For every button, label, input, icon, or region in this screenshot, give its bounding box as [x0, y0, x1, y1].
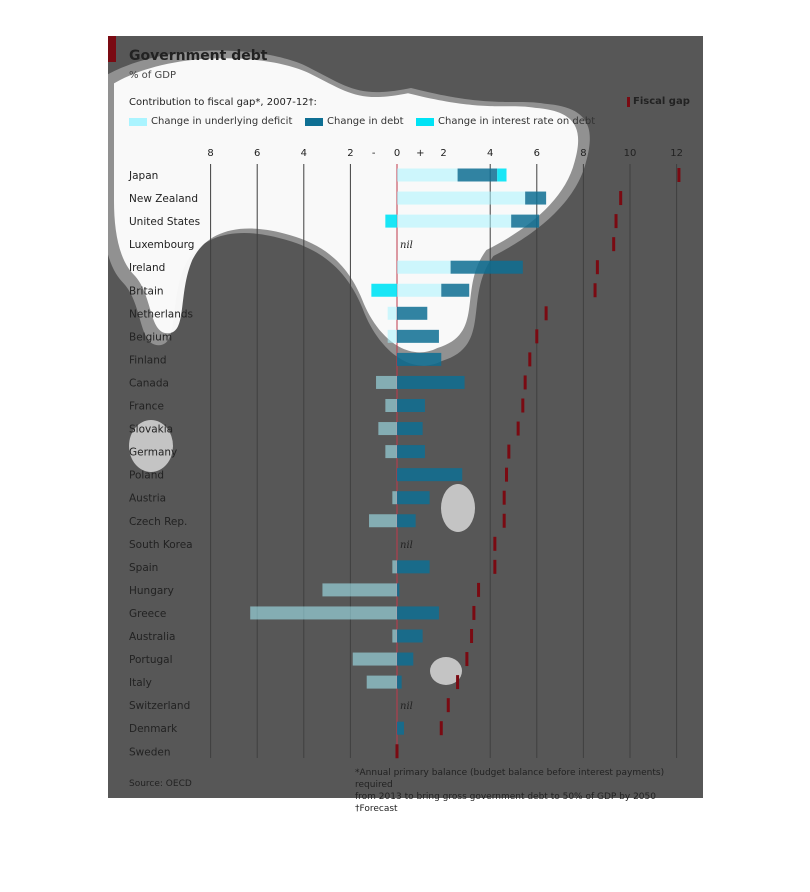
- chart-plot: [108, 36, 703, 798]
- bar-underlying-deficit: [353, 653, 397, 666]
- country-label: Canada: [129, 377, 169, 390]
- chart-subtitle: % of GDP: [129, 70, 176, 81]
- brand-tab: [108, 36, 116, 62]
- x-tick-label: 8: [580, 148, 587, 159]
- bar-underlying-deficit: [392, 630, 397, 643]
- bar-change-in-debt: [397, 422, 423, 435]
- fiscal-gap-marker: [596, 260, 599, 274]
- country-label: Portugal: [129, 654, 173, 667]
- country-label: Austria: [129, 492, 167, 505]
- bar-underlying-deficit: [397, 215, 511, 228]
- axis-plus-label: +: [416, 148, 425, 159]
- country-label: Spain: [129, 561, 159, 574]
- bar-change-in-debt: [397, 445, 425, 458]
- fiscal-gap-marker: [503, 514, 506, 528]
- country-label: Japan: [129, 170, 159, 182]
- country-label: Belgium: [129, 331, 173, 344]
- bar-interest-rate: [497, 169, 506, 182]
- bar-change-in-debt: [397, 560, 430, 573]
- bar-change-in-debt: [525, 192, 546, 205]
- bar-underlying-deficit: [397, 192, 525, 205]
- source-note: Source: OECD: [129, 779, 192, 789]
- bar-underlying-deficit: [378, 422, 397, 435]
- fiscal-gap-marker: [619, 191, 622, 205]
- legend-label: Change in debt: [327, 116, 404, 127]
- country-label: Denmark: [129, 723, 178, 736]
- bar-change-in-debt: [511, 215, 539, 228]
- nil-label: nil: [400, 701, 413, 713]
- country-label: Italy: [129, 677, 152, 690]
- fiscal-gap-marker: [535, 329, 538, 343]
- country-label: United States: [129, 216, 201, 229]
- bar-interest-rate: [385, 215, 397, 228]
- x-tick-label: 10: [623, 148, 637, 159]
- country-label: Sweden: [129, 746, 171, 759]
- fiscal-gap-marker: [528, 352, 531, 366]
- country-label: France: [129, 400, 164, 413]
- legend-label: Change in underlying deficit: [151, 116, 293, 127]
- country-label: Britain: [129, 285, 164, 298]
- bar-underlying-deficit: [376, 376, 397, 389]
- bar-interest-rate: [371, 284, 397, 297]
- legend-swatch-underlying-deficit: [129, 118, 147, 126]
- fiscal-gap-marker: [465, 652, 468, 666]
- fiscal-gap-marker: [615, 214, 618, 228]
- fiscal-gap-marker: [447, 698, 450, 712]
- x-tick-label: 6: [254, 148, 261, 159]
- country-label: Poland: [129, 469, 165, 482]
- country-label: Finland: [129, 354, 167, 367]
- bar-underlying-deficit: [397, 169, 458, 182]
- fiscal-gap-marker: [505, 468, 508, 482]
- bar-change-in-debt: [397, 376, 465, 389]
- fiscal-gap-marker: [524, 375, 527, 389]
- country-label: New Zealand: [129, 193, 198, 206]
- bar-underlying-deficit: [250, 606, 397, 619]
- bar-change-in-debt: [397, 353, 441, 366]
- country-label: Luxembourg: [129, 239, 195, 252]
- footnote-line-2: from 2013 to bring gross government debt to 50% of GDP by 2050: [355, 792, 656, 802]
- fiscal-gap-marker: [545, 306, 548, 320]
- x-tick-label: 8: [207, 148, 214, 159]
- country-label: Czech Rep.: [129, 515, 188, 528]
- axis-minus-label: -: [371, 148, 376, 159]
- fiscal-gap-marker: [594, 283, 597, 297]
- bar-underlying-deficit: [388, 307, 397, 320]
- bar-change-in-debt: [397, 468, 462, 481]
- x-tick-label: 12: [670, 148, 683, 159]
- x-tick-label: 2: [440, 148, 447, 159]
- bar-underlying-deficit: [385, 399, 397, 412]
- bar-change-in-debt: [397, 676, 402, 689]
- x-tick-label: 6: [533, 148, 540, 159]
- nil-label: nil: [400, 539, 413, 551]
- fiscal-gap-marker: [440, 721, 443, 735]
- fiscal-gap-marker: [456, 675, 459, 689]
- bar-change-in-debt: [397, 583, 399, 596]
- fiscal-gap-marker: [507, 445, 510, 459]
- bar-underlying-deficit: [392, 491, 397, 504]
- bar-underlying-deficit: [397, 261, 451, 274]
- bar-underlying-deficit: [367, 676, 397, 689]
- fiscal-gap-marker: [517, 422, 520, 436]
- nil-label: nil: [400, 240, 413, 252]
- bar-change-in-debt: [397, 514, 416, 527]
- x-tick-label: 4: [487, 148, 494, 159]
- legend-swatch-fiscal-gap: [627, 97, 630, 107]
- x-tick-label: 0: [393, 148, 401, 159]
- footnote-dagger: †Forecast: [355, 804, 398, 814]
- legend-heading: Contribution to fiscal gap*, 2007-12†:: [129, 97, 317, 108]
- legend-label: Fiscal gap: [633, 96, 690, 107]
- fiscal-gap-marker: [493, 560, 496, 574]
- bar-change-in-debt: [397, 722, 404, 735]
- country-label: Ireland: [129, 262, 166, 275]
- fiscal-gap-marker: [521, 399, 524, 413]
- bar-underlying-deficit: [385, 445, 397, 458]
- bar-underlying-deficit: [392, 560, 397, 573]
- bar-underlying-deficit: [369, 514, 397, 527]
- bar-change-in-debt: [397, 653, 413, 666]
- x-tick-label: 2: [347, 148, 354, 159]
- chart-card: [108, 36, 703, 814]
- bar-change-in-debt: [397, 330, 439, 343]
- country-label: Germany: [129, 446, 178, 459]
- country-label: Australia: [129, 631, 176, 643]
- bar-change-in-debt: [397, 630, 423, 643]
- fiscal-gap-marker: [470, 629, 473, 643]
- fiscal-gap-marker: [503, 491, 506, 505]
- chart-title: Government debt: [129, 48, 268, 64]
- fiscal-gap-marker: [472, 606, 475, 620]
- legend-swatch-interest-rate: [416, 118, 434, 126]
- bar-change-in-debt: [458, 169, 498, 182]
- legend-label: Change in interest rate on debt: [438, 116, 596, 127]
- fiscal-gap-marker: [477, 583, 480, 597]
- country-label: Hungary: [129, 584, 174, 597]
- bar-change-in-debt: [451, 261, 523, 274]
- bar-underlying-deficit: [397, 284, 441, 297]
- country-label: Slovakia: [129, 423, 174, 436]
- bar-change-in-debt: [441, 284, 469, 297]
- bar-underlying-deficit: [388, 330, 397, 343]
- country-label: Greece: [129, 607, 167, 620]
- fiscal-gap-marker: [396, 744, 399, 758]
- x-tick-label: 4: [300, 148, 307, 159]
- legend-swatch-change-in-debt: [305, 118, 323, 126]
- country-label: Switzerland: [129, 700, 191, 713]
- fiscal-gap-marker: [612, 237, 615, 251]
- footnote-line-1: *Annual primary balance (budget balance before interest payments) required: [355, 768, 665, 790]
- bar-change-in-debt: [397, 307, 427, 320]
- country-label: Netherlands: [129, 308, 194, 321]
- bar-underlying-deficit: [322, 583, 397, 596]
- bar-change-in-debt: [397, 491, 430, 504]
- fiscal-gap-marker: [677, 168, 680, 182]
- bar-change-in-debt: [397, 399, 425, 412]
- country-label: South Korea: [129, 538, 193, 551]
- bar-change-in-debt: [397, 606, 439, 619]
- footnote: [355, 767, 695, 815]
- fiscal-gap-marker: [493, 537, 496, 551]
